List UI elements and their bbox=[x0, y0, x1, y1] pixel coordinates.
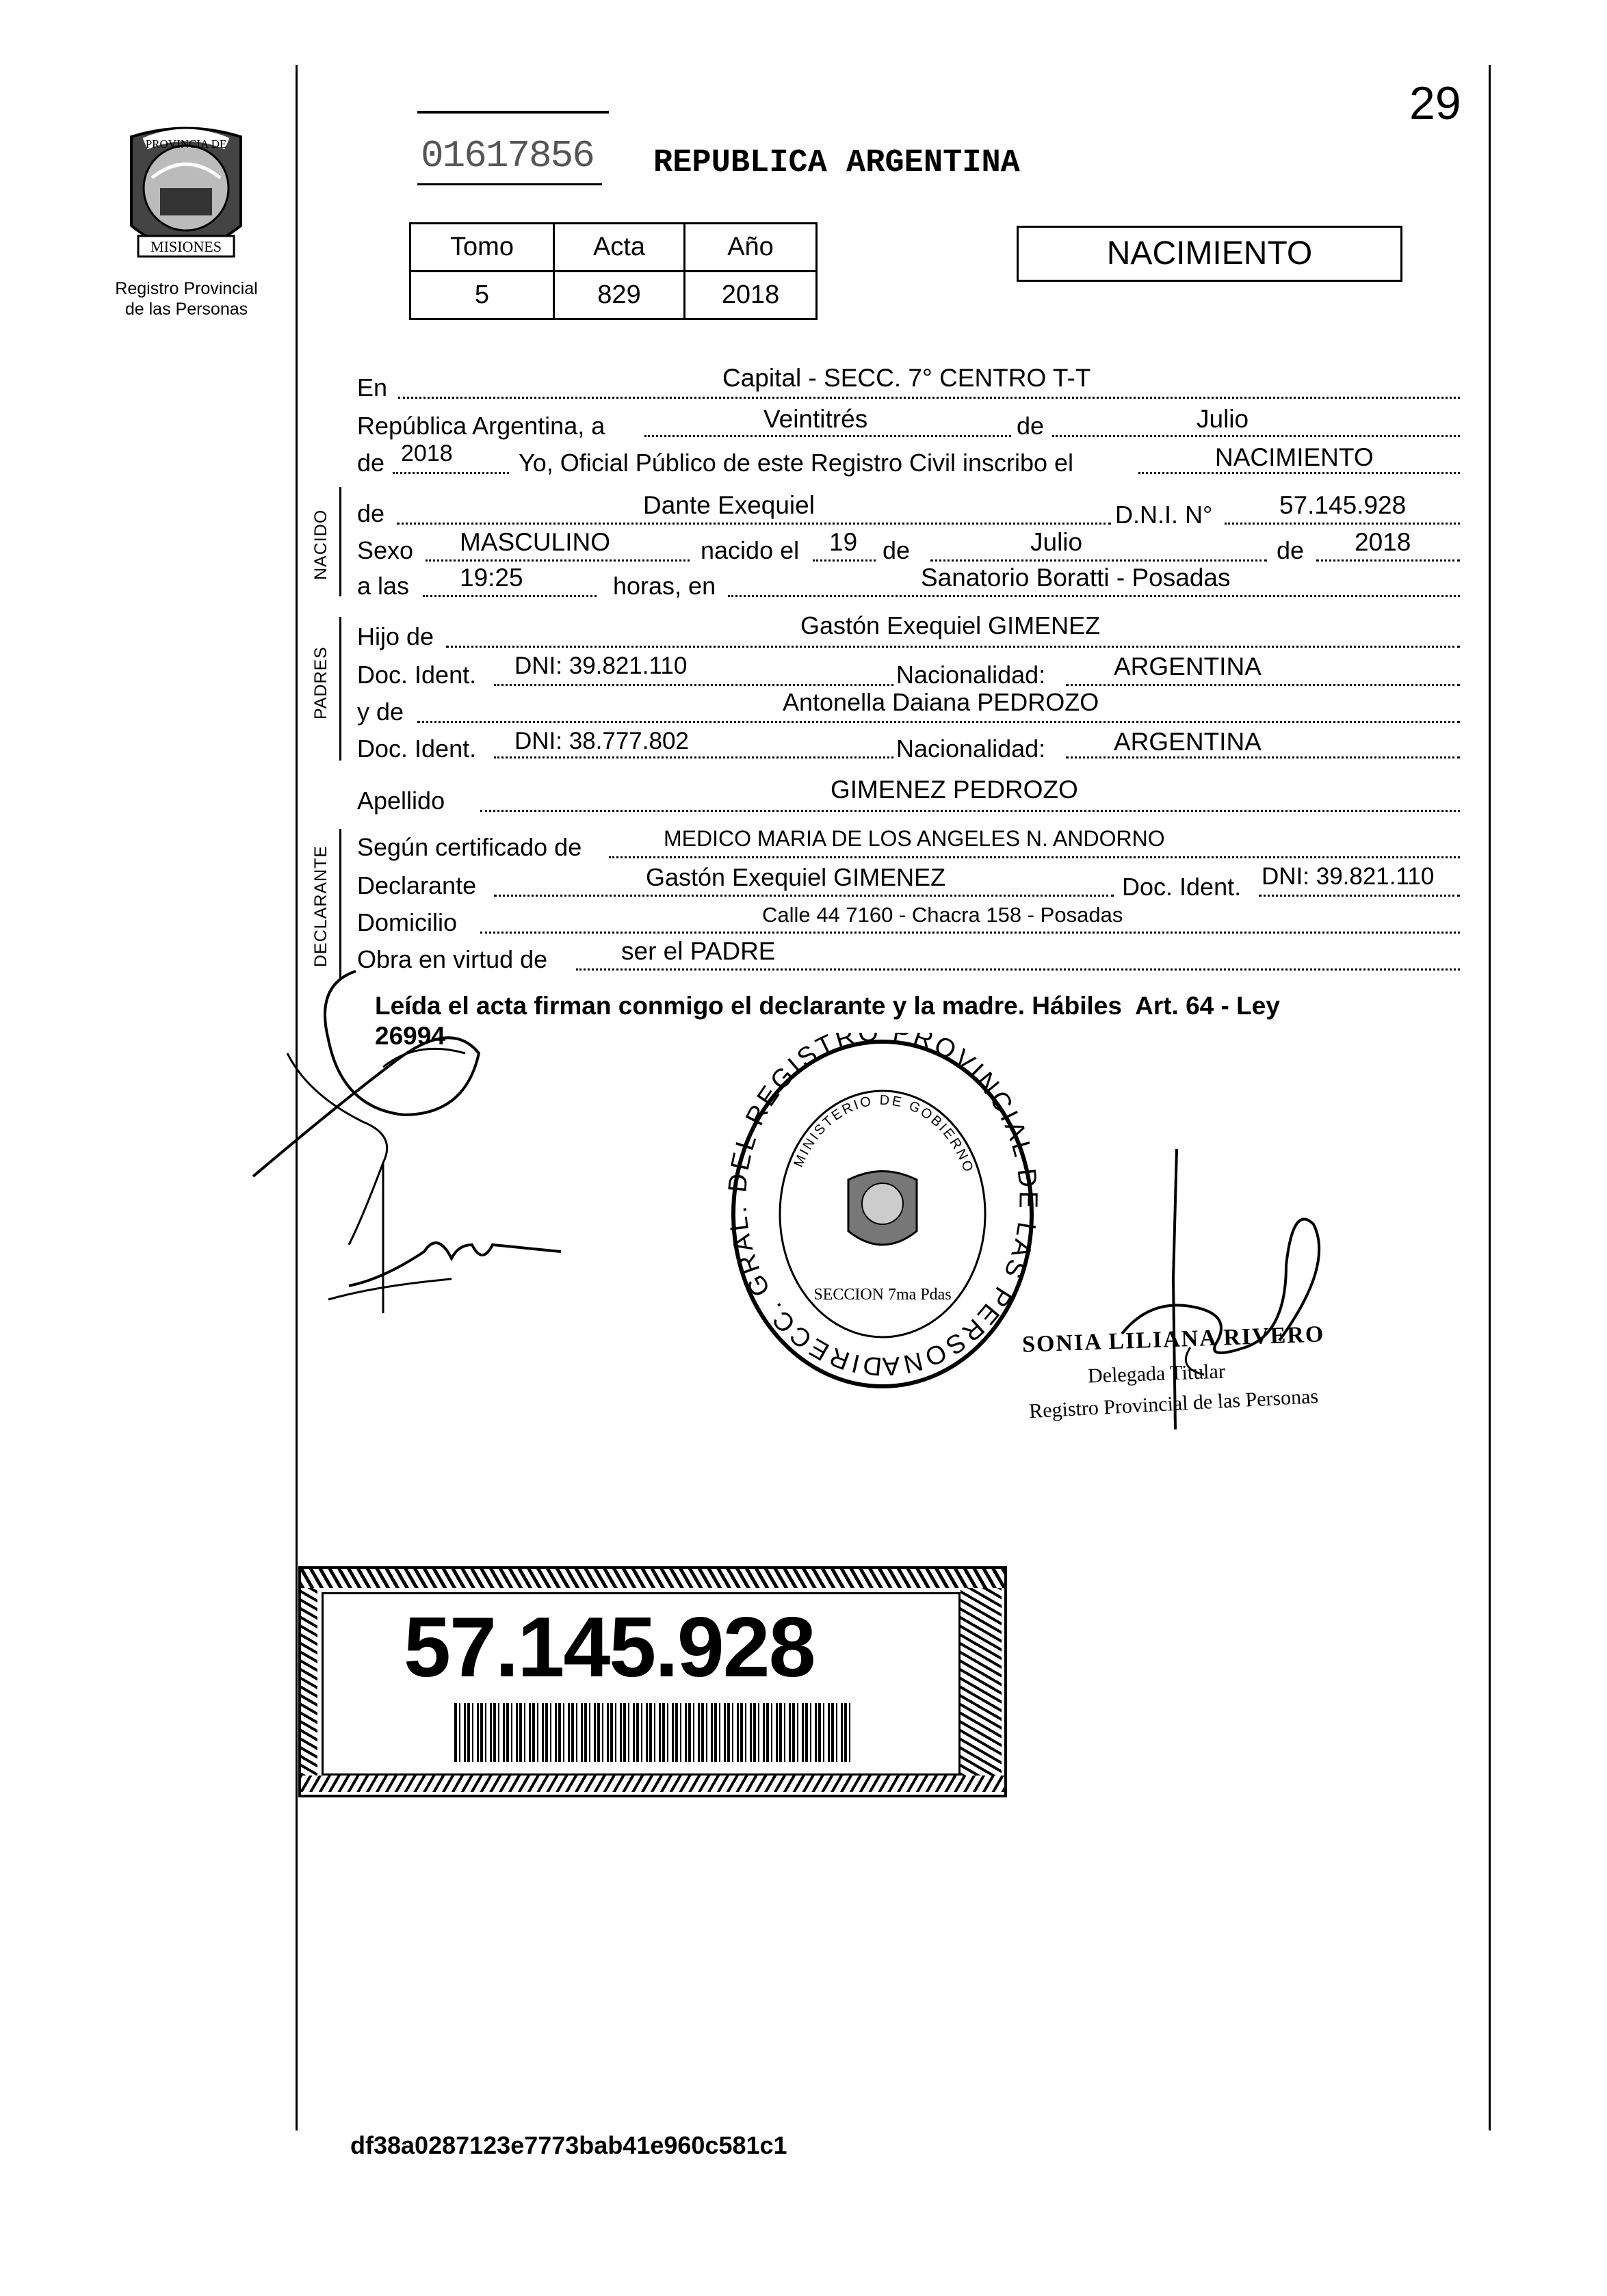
declarante-side-label: DECLARANTE bbox=[311, 845, 330, 967]
obra-line bbox=[576, 968, 1460, 971]
mother-doc-line bbox=[494, 756, 893, 758]
mother-nationality: ARGENTINA bbox=[1114, 728, 1262, 756]
birth-time: 19:25 bbox=[460, 564, 523, 592]
certificado-line bbox=[609, 856, 1460, 858]
record-table bbox=[409, 222, 818, 320]
domicilio-value: Calle 44 7160 - Chacra 158 - Posadas bbox=[762, 903, 1123, 927]
official-stamp bbox=[725, 1033, 1040, 1395]
sexo-line bbox=[426, 559, 690, 562]
father-line bbox=[446, 646, 1460, 648]
birth-month: Julio bbox=[1030, 528, 1083, 556]
closing-line-1: Leída el acta firman conmigo el declarante y la madre. Hábiles Art. 64 - Ley bbox=[375, 992, 1280, 1020]
child-name: Dante Exequiel bbox=[643, 491, 815, 519]
tomo-value: 5 bbox=[410, 272, 554, 319]
serial-number: 01617856 bbox=[421, 134, 594, 178]
nacido-side-label: NACIDO bbox=[311, 509, 330, 580]
domicilio-line bbox=[480, 932, 1460, 934]
anio-header: Año bbox=[685, 224, 817, 272]
dni-line bbox=[1225, 523, 1460, 525]
registry-text: Yo, Oficial Público de este Registro Civil inscribo el bbox=[519, 449, 1074, 477]
de-label: de bbox=[1017, 412, 1045, 440]
declarante-label: Declarante bbox=[357, 871, 477, 899]
birth-year-line bbox=[1316, 559, 1460, 562]
sticker-pattern-right bbox=[961, 1588, 1002, 1776]
tomo-header: Tomo bbox=[410, 224, 554, 272]
birth-place: Sanatorio Boratti - Posadas bbox=[921, 564, 1231, 592]
republica-label: República Argentina, a bbox=[357, 412, 605, 440]
document-hash: df38a0287123e7773bab41e960c581c1 bbox=[350, 2131, 787, 2159]
serial-underline-bottom bbox=[417, 183, 602, 185]
year-value: 2018 bbox=[401, 440, 453, 466]
padres-side-label: PADRES bbox=[311, 646, 330, 720]
stamp-section-text: SECCION 7ma Pdas bbox=[813, 1286, 952, 1304]
act-type-box bbox=[1017, 226, 1402, 282]
obra-label: Obra en virtud de bbox=[357, 945, 548, 973]
sexo-label: Sexo bbox=[357, 536, 414, 564]
padres-bracket bbox=[339, 617, 341, 761]
declarante-doc: DNI: 39.821.110 bbox=[1262, 863, 1435, 890]
svg-text:MISIONES: MISIONES bbox=[151, 238, 222, 255]
y-de-label: y de bbox=[357, 698, 404, 726]
father-doc: DNI: 39.821.110 bbox=[514, 652, 688, 679]
nacido-de-label: de bbox=[357, 499, 385, 527]
provincial-seal-logo bbox=[118, 123, 254, 274]
father-name: Gastón Exequiel GIMENEZ bbox=[800, 611, 1101, 639]
horas-label: horas, en bbox=[613, 572, 716, 600]
logo-caption-line1: Registro Provincial bbox=[115, 279, 258, 298]
father-doc-line bbox=[494, 684, 893, 686]
de2-label: de bbox=[357, 449, 385, 477]
page-number: 29 bbox=[1409, 77, 1461, 129]
apellido-value: GIMENEZ PEDROZO bbox=[831, 776, 1078, 804]
month-value: Julio bbox=[1197, 405, 1249, 433]
birth-day-line bbox=[813, 559, 876, 562]
svg-text:MINISTERIO DE GOBIERNO bbox=[791, 1093, 976, 1176]
nacido-el-label: nacido el bbox=[701, 536, 800, 564]
birth-year: 2018 bbox=[1355, 528, 1411, 556]
father-doc-label: Doc. Ident. bbox=[357, 661, 477, 689]
place-value: Capital - SECC. 7° CENTRO T-T bbox=[722, 364, 1091, 392]
barcode bbox=[454, 1703, 854, 1762]
day-text: Veintitrés bbox=[763, 405, 868, 433]
declarante-name: Gastón Exequiel GIMENEZ bbox=[646, 863, 946, 891]
father-nac-label: Nacionalidad: bbox=[896, 661, 1046, 689]
sticker-pattern-left bbox=[301, 1588, 317, 1776]
event-value: NACIMIENTO bbox=[1215, 443, 1374, 471]
certificado-value: MEDICO MARIA DE LOS ANGELES N. ANDORNO bbox=[664, 826, 1165, 851]
father-nationality: ARGENTINA bbox=[1114, 652, 1262, 681]
day-line bbox=[644, 435, 1011, 437]
mother-nac-line bbox=[1066, 756, 1460, 758]
mother-nac-label: Nacionalidad: bbox=[896, 735, 1046, 763]
sticker-pattern-top bbox=[301, 1569, 1004, 1588]
domicilio-label: Domicilio bbox=[357, 908, 458, 936]
anio-value: 2018 bbox=[685, 272, 817, 319]
stamp-inner-text: MINISTERIO DE GOBIERNO bbox=[791, 1092, 977, 1176]
right-margin-rule bbox=[1489, 65, 1491, 2130]
child-name-line bbox=[397, 523, 1111, 525]
nacido-de-label3: de bbox=[1277, 536, 1305, 564]
obra-value: ser el PADRE bbox=[621, 937, 776, 965]
year-line bbox=[393, 472, 509, 474]
place-line bbox=[398, 397, 1460, 399]
closing-line-2: 26994 bbox=[375, 1022, 445, 1050]
birth-place-line bbox=[728, 595, 1460, 597]
declarant-signature bbox=[246, 958, 602, 1341]
logo-caption-line2: de las Personas bbox=[125, 300, 248, 319]
declarante-line bbox=[494, 895, 1114, 897]
child-dni: 57.145.928 bbox=[1279, 491, 1407, 519]
event-line bbox=[1138, 472, 1460, 474]
apellido-label: Apellido bbox=[357, 787, 445, 815]
svg-text:PROVINCIA DE: PROVINCIA DE bbox=[145, 137, 227, 150]
serial-underline-top bbox=[417, 111, 609, 114]
official-name: SONIA LILIANA RIVERO bbox=[1021, 1321, 1325, 1358]
mother-doc: DNI: 38.777.802 bbox=[514, 728, 689, 754]
mother-name: Antonella Daiana PEDROZO bbox=[783, 688, 1099, 716]
acta-value: 829 bbox=[554, 272, 685, 319]
sticker-pattern-bottom bbox=[301, 1776, 1004, 1792]
act-type: NACIMIENTO bbox=[1106, 235, 1313, 272]
nacido-de-label2: de bbox=[883, 536, 911, 564]
country-title: REPUBLICA ARGENTINA bbox=[653, 145, 1020, 181]
declarante-doc-label: Doc. Ident. bbox=[1122, 873, 1242, 901]
mother-line bbox=[417, 721, 1460, 723]
id-number: 57.145.928 bbox=[404, 1600, 815, 1695]
birth-month-line bbox=[930, 559, 1267, 562]
declarante-bracket bbox=[339, 829, 341, 979]
acta-header: Acta bbox=[554, 224, 685, 272]
apellido-line bbox=[480, 810, 1460, 812]
sexo-value: MASCULINO bbox=[460, 528, 610, 556]
official-title: Delegada Titular bbox=[1087, 1360, 1226, 1388]
id-label-sticker bbox=[298, 1566, 1007, 1797]
birth-day: 19 bbox=[829, 528, 858, 556]
time-line bbox=[423, 595, 597, 597]
dni-label: D.N.I. N° bbox=[1115, 501, 1213, 529]
father-nac-line bbox=[1066, 684, 1460, 686]
certificado-label: Según certificado de bbox=[357, 833, 582, 861]
a-las-label: a las bbox=[357, 572, 410, 600]
month-line bbox=[1052, 435, 1460, 437]
declarante-doc-line bbox=[1259, 895, 1460, 897]
stamp-outer-text: DIRECC. GRAL. DEL REGISTRO PROVINCIAL DE LAS PERSONA bbox=[725, 1033, 1040, 1381]
hijo-de-label: Hijo de bbox=[357, 622, 434, 650]
official-office: Registro Provincial de las Personas bbox=[1028, 1384, 1319, 1423]
nacido-bracket bbox=[339, 487, 341, 596]
en-label: En bbox=[357, 373, 388, 401]
mother-doc-label: Doc. Ident. bbox=[357, 735, 477, 763]
